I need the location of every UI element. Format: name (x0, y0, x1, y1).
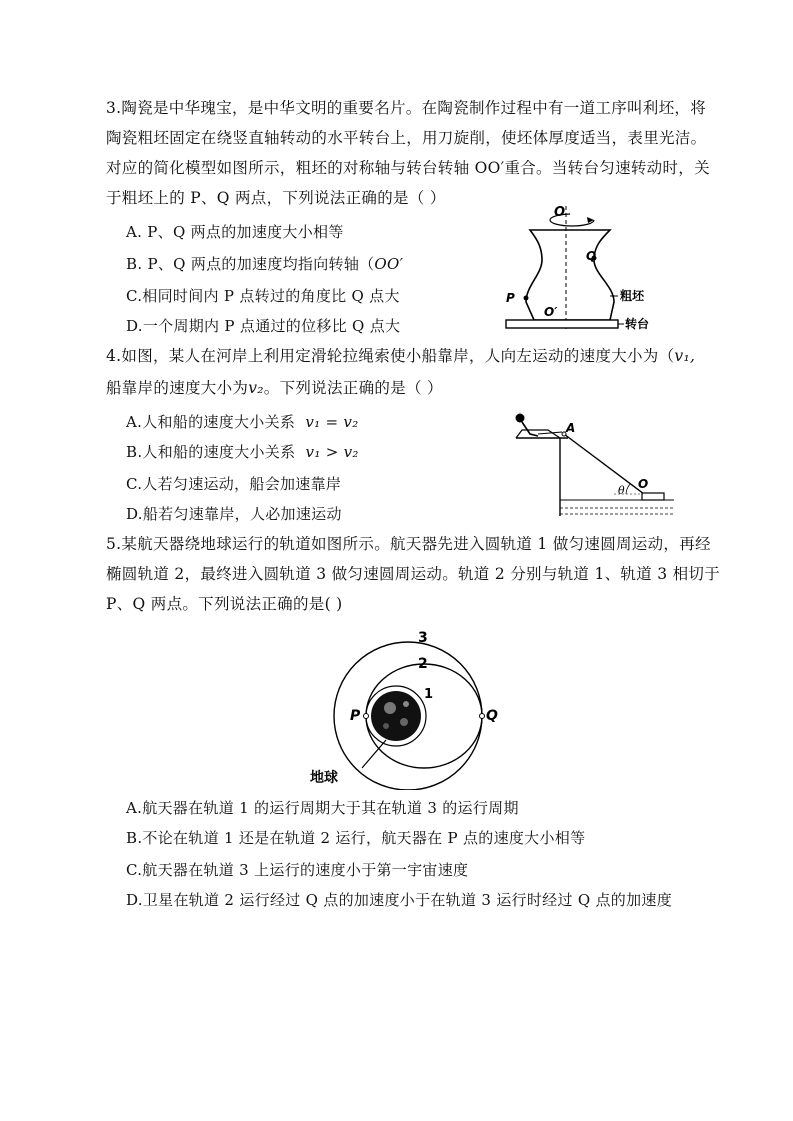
q3-line-2: 陶瓷粗坯固定在绕竖直轴转动的水平转台上，用刀旋削，使坯体厚度适当，表里光洁。 (106, 129, 707, 147)
q4-label-o: O (638, 477, 649, 491)
q3-line-4: 于粗坯上的 P、Q 两点，下列说法正确的是（ ） (106, 189, 446, 207)
q4-label-theta: θ (618, 484, 625, 497)
q3-option-d: D.一个周期内 P 点通过的位移比 Q 点大 (126, 317, 401, 335)
q4-option-a (126, 412, 359, 432)
q3-line-3: 对应的简化模型如图所示，粗坯的对称轴与转台转轴 OO′重合。当转台匀速转动时，关 (106, 159, 710, 177)
q5-option-c: C.航天器在轨道 3 上运行的速度小于第一宇宙速度 (126, 861, 469, 879)
q5-line-2: 椭圆轨道 2，最终进入圆轨道 3 做匀速圆周运动。轨道 2 分别与轨道 1、轨道 3 相切于 (106, 565, 721, 583)
q5-option-b: B.不论在轨道 1 还是在轨道 2 运行，航天器在 P 点的速度大小相等 (126, 829, 586, 847)
q5-option-d: D.卫星在轨道 2 运行经过 Q 点的加速度小于在轨道 3 运行时经过 Q 点的加速度 (126, 891, 672, 909)
q3-label-blank: 粗坯 (620, 289, 645, 303)
q4-line-2-text-a: 船靠岸的速度大小为 (106, 379, 249, 397)
q3-line-1: 3.陶瓷是中华瑰宝，是中华文明的重要名片。在陶瓷制作过程中有一道工序叫利坯，将 (106, 99, 706, 117)
q3-label-o: O (554, 205, 566, 220)
q4-line-2-text-b: 。下列说法正确的是（ ） (263, 379, 443, 397)
q5-label-orbit-1: 1 (424, 687, 434, 702)
q4-option-b-math: v₁ > v₂ (305, 443, 359, 461)
q4-option-b-text: B.人和船的速度大小关系 (126, 443, 296, 461)
q4-line-2 (106, 378, 443, 398)
q3-label-q: Q (586, 249, 597, 263)
q4-option-a-math: v₁ = v₂ (305, 413, 359, 431)
q4-option-b (126, 442, 359, 462)
q4-line-1 (106, 346, 695, 366)
q5-line-1: 5.某航天器绕地球运行的轨道如图所示。航天器先进入圆轨道 1 做匀速圆周运动，再经 (106, 535, 711, 553)
q4-option-c: C.人若匀速运动，船会加速靠岸 (126, 475, 342, 493)
q3-option-b-math: OO′ (374, 255, 404, 273)
q3-label-p: P (506, 291, 515, 305)
q3-label-o-prime: O′ (544, 305, 558, 319)
q5-option-a: A.航天器在轨道 1 的运行周期大于其在轨道 3 的运行周期 (126, 799, 519, 817)
q3-option-a: A. P、Q 两点的加速度大小相等 (126, 223, 344, 241)
q3-label-table: 转台 (625, 317, 650, 331)
q5-figure-orbits (300, 622, 500, 790)
q5-label-q: Q (486, 708, 498, 724)
q4-option-d: D.船若匀速靠岸，人必加速运动 (126, 505, 342, 523)
q5-label-orbit-3: 3 (418, 630, 428, 646)
q4-figure-pulley (508, 408, 678, 526)
q5-label-earth: 地球 (310, 770, 338, 786)
q5-label-p: P (350, 708, 361, 724)
q5-line-3: P、Q 两点。下列说法正确的是( ) (106, 595, 343, 613)
q4-option-a-text: A.人和船的速度大小关系 (126, 413, 296, 431)
q3-figure-pottery (498, 198, 658, 338)
q4-line-1-math: v₁, (674, 347, 696, 365)
q4-line-2-math: v₂ (248, 379, 264, 397)
q4-line-1-text: 4.如图，某人在河岸上利用定滑轮拉绳索使小船靠岸，人向左运动的速度大小为（ (106, 347, 675, 365)
q3-option-b (126, 254, 403, 274)
q4-label-a: A (566, 421, 576, 435)
q3-option-b-text: B. P、Q 两点的加速度均指向转轴（ (126, 255, 375, 273)
q3-option-c: C.相同时间内 P 点转过的角度比 Q 点大 (126, 287, 400, 305)
q5-label-orbit-2: 2 (418, 656, 428, 672)
